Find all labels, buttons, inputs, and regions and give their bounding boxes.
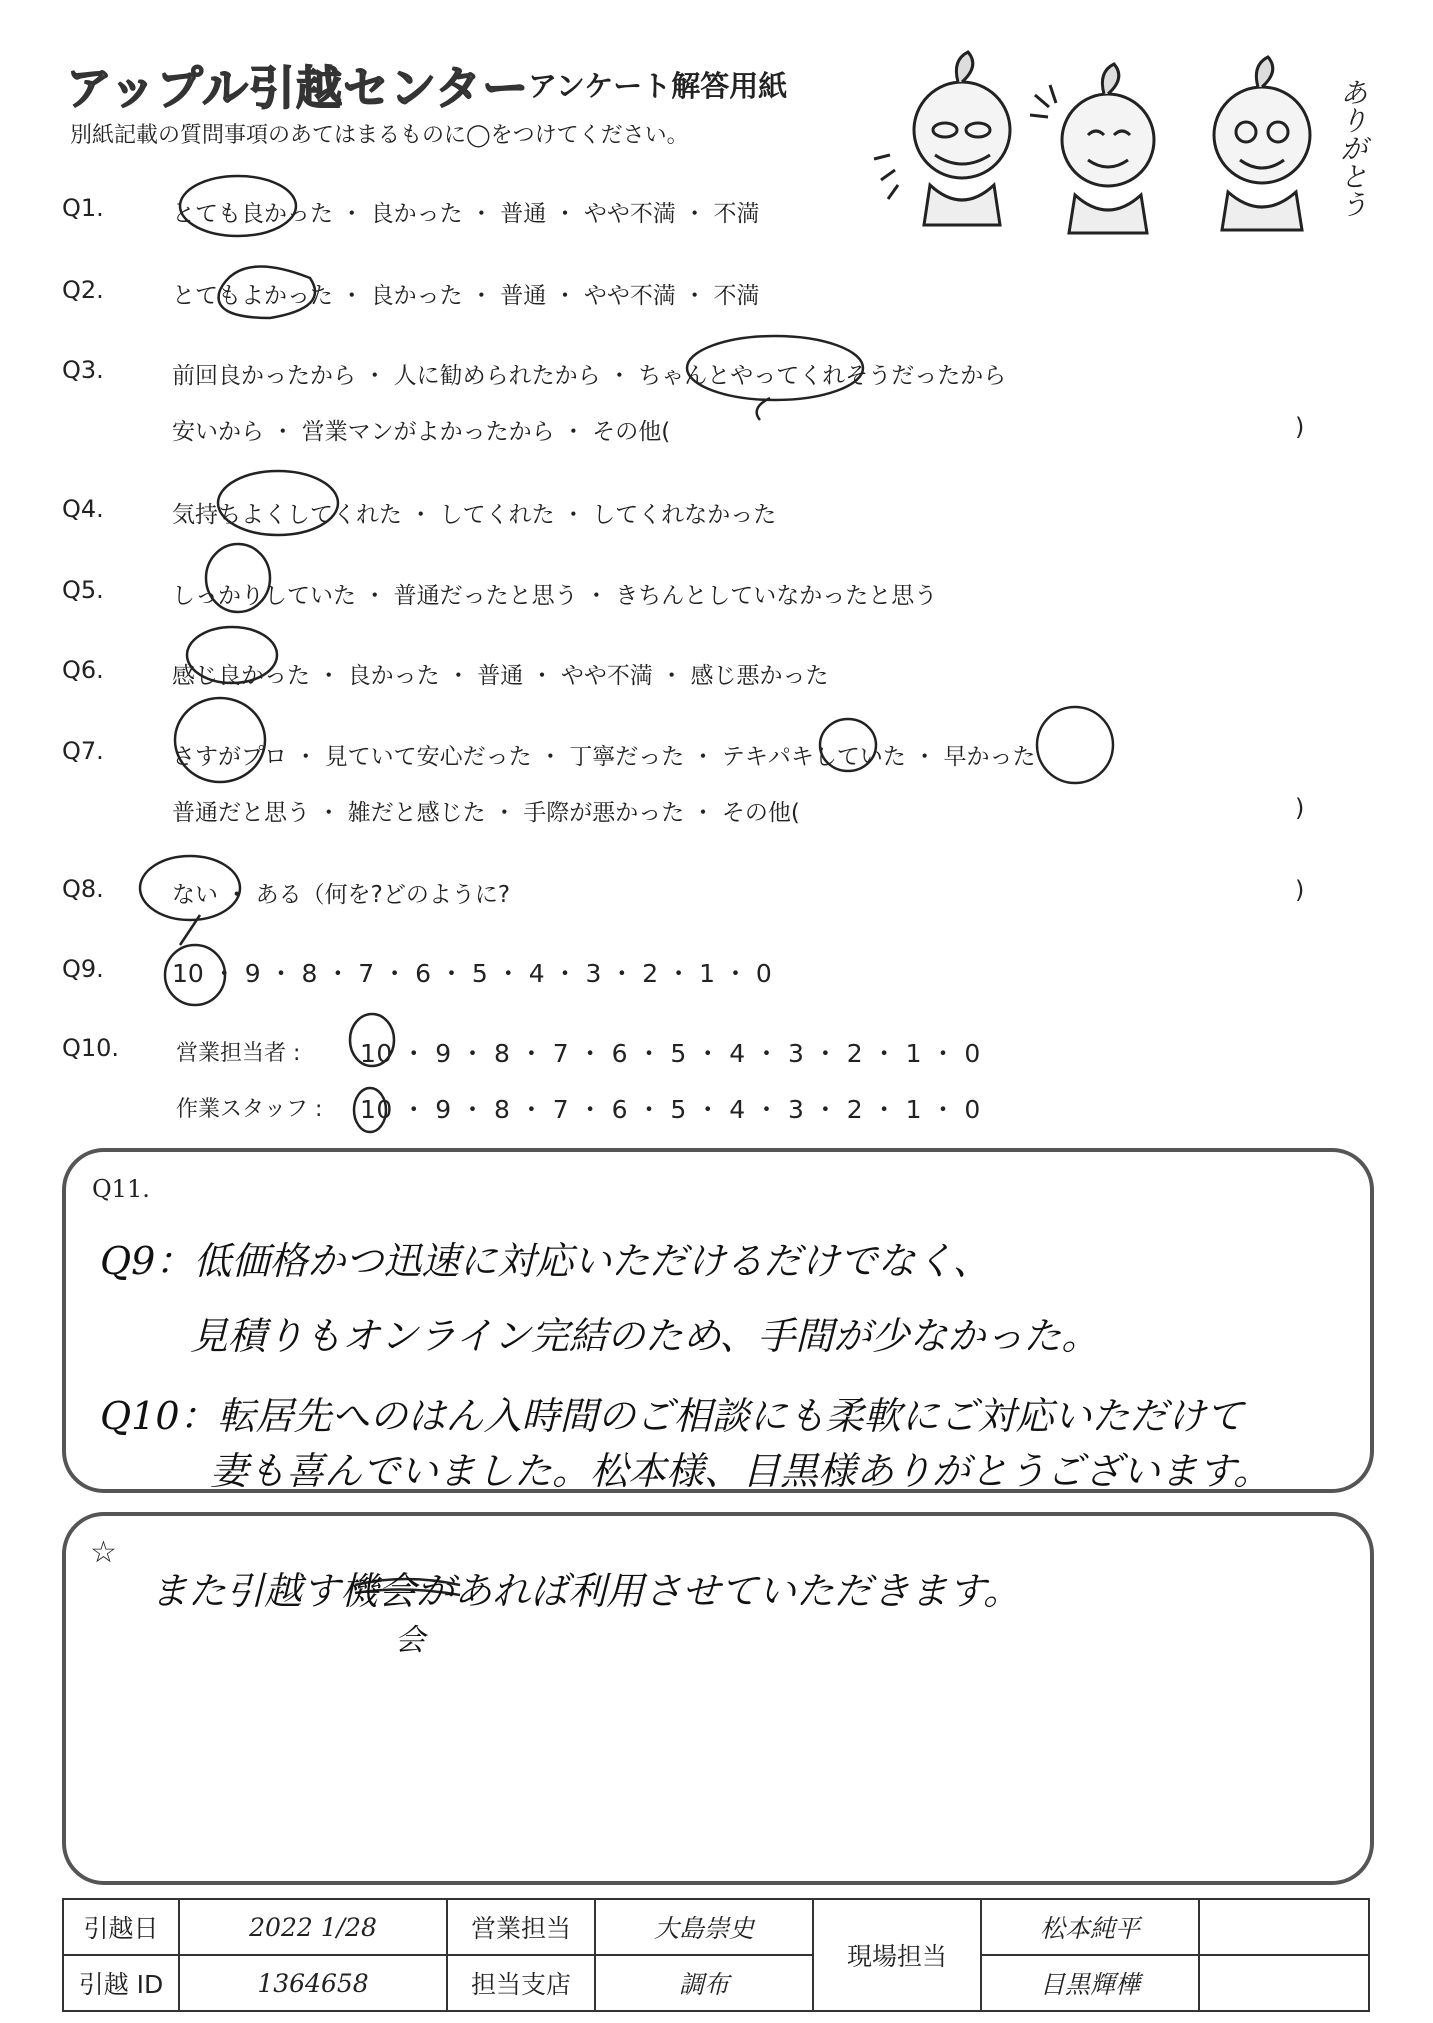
q3-number: Q3. [62,356,104,384]
q11-comment-line2: 見積りもオンライン完結のため、手間が少なかった。 [190,1314,1100,1358]
sales-rep-value: 大島崇史 [595,1899,813,1955]
q1-options: とても良かった ・ 良かった ・ 普通 ・ やや不満 ・ 不満 [172,201,760,227]
q9-scale: 10 ・ 9 ・ 8 ・ 7 ・ 6 ・ 5 ・ 4 ・ 3 ・ 2 ・ 1 ・ 0 [172,959,772,988]
company-title: アップル引越センター [66,61,530,115]
footer-info-table [62,1898,1370,2012]
extra-comment: また引越す機会があれば利用させていただきます。 [150,1569,1021,1613]
q11-comment-line4: 妻も喜んでいました。松本様、目黒様ありがとうございます。 [210,1449,1271,1493]
branch-label: 担当支店 [447,1955,595,2011]
q7-number: Q7. [62,737,104,765]
q2-options: とてもよかった ・ 良かった ・ 普通 ・ やや不満 ・ 不満 [172,283,760,309]
q10-staff-scale: 10 ・ 9 ・ 8 ・ 7 ・ 6 ・ 5 ・ 4 ・ 3 ・ 2 ・ 1 ・ 0 [360,1095,981,1124]
star-icon: ☆ [90,1535,117,1570]
q5-options: しっかりしていた ・ 普通だったと思う ・ きちんとしていなかったと思う [172,583,938,609]
q11-comment-line3: Q10：転居先へのはん入時間のご相談にも柔軟にご対応いただけて [100,1394,1244,1438]
mascot-thanks-text: ありがとう [1336,78,1369,218]
q10-number: Q10. [62,1034,120,1062]
move-date-value: 2022 1/28 [179,1899,447,1955]
q3-close-paren: ) [1295,413,1305,441]
sales-rep-label: 営業担当 [447,1899,595,1955]
q9-number: Q9. [62,955,104,983]
q2-number: Q2. [62,276,104,304]
move-date-label: 引越日 [63,1899,179,1955]
q6-options: 感じ良かった ・ 良かった ・ 普通 ・ やや不満 ・ 感じ悪かった [172,663,829,689]
instruction-text: 別紙記載の質問事項のあてはまるものに◯をつけてください。 [70,123,689,148]
q10-sales-label: 営業担当者 : [176,1041,301,1066]
footer-empty-cell-2 [1199,1955,1369,2011]
form-subtitle: アンケート解答用紙 [528,69,788,103]
q3-options-line2: 安いから ・ 営業マンがよかったから ・ その他( [172,419,671,445]
q7-close-paren: ) [1295,794,1305,822]
move-id-value: 1364658 [179,1955,447,2011]
site-rep-1: 松本純平 [981,1899,1199,1955]
q10-sales-scale: 10 ・ 9 ・ 8 ・ 7 ・ 6 ・ 5 ・ 4 ・ 3 ・ 2 ・ 1 ・ 0 [360,1039,981,1068]
q4-options: 気持ちよくしてくれた ・ してくれた ・ してくれなかった [172,502,777,528]
q7-options-line2: 普通だと思う ・ 雑だと感じた ・ 手際が悪かった ・ その他( [172,800,800,826]
site-rep-label: 現場担当 [813,1899,981,2011]
q4-number: Q4. [62,495,104,523]
q11-number: Q11. [92,1175,150,1203]
q7-options-line1: さすがプロ ・ 見ていて安心だった ・ 丁寧だった ・ テキパキしていた ・ 早かった [172,744,1036,770]
q8-number: Q8. [62,875,104,903]
q5-number: Q5. [62,576,104,604]
footer-empty-cell-1 [1199,1899,1369,1955]
correction-text: 会 [395,1623,425,1658]
q10-staff-label: 作業スタッフ : [176,1097,323,1122]
q11-comment-line1: Q9：低価格かつ迅速に対応いただけるだけでなく、 [100,1239,991,1283]
move-id-label: 引越 ID [63,1955,179,2011]
q3-options-line1: 前回良かったから ・ 人に勧められたから ・ ちゃんとやってくれそうだったから [172,363,1007,389]
q1-number: Q1. [62,194,104,222]
q6-number: Q6. [62,656,104,684]
branch-value: 調布 [595,1955,813,2011]
site-rep-2: 目黒輝樺 [981,1955,1199,2011]
q8-options: ない ・ ある（何を?どのように? [172,882,511,908]
q8-close-paren: ) [1295,876,1305,904]
